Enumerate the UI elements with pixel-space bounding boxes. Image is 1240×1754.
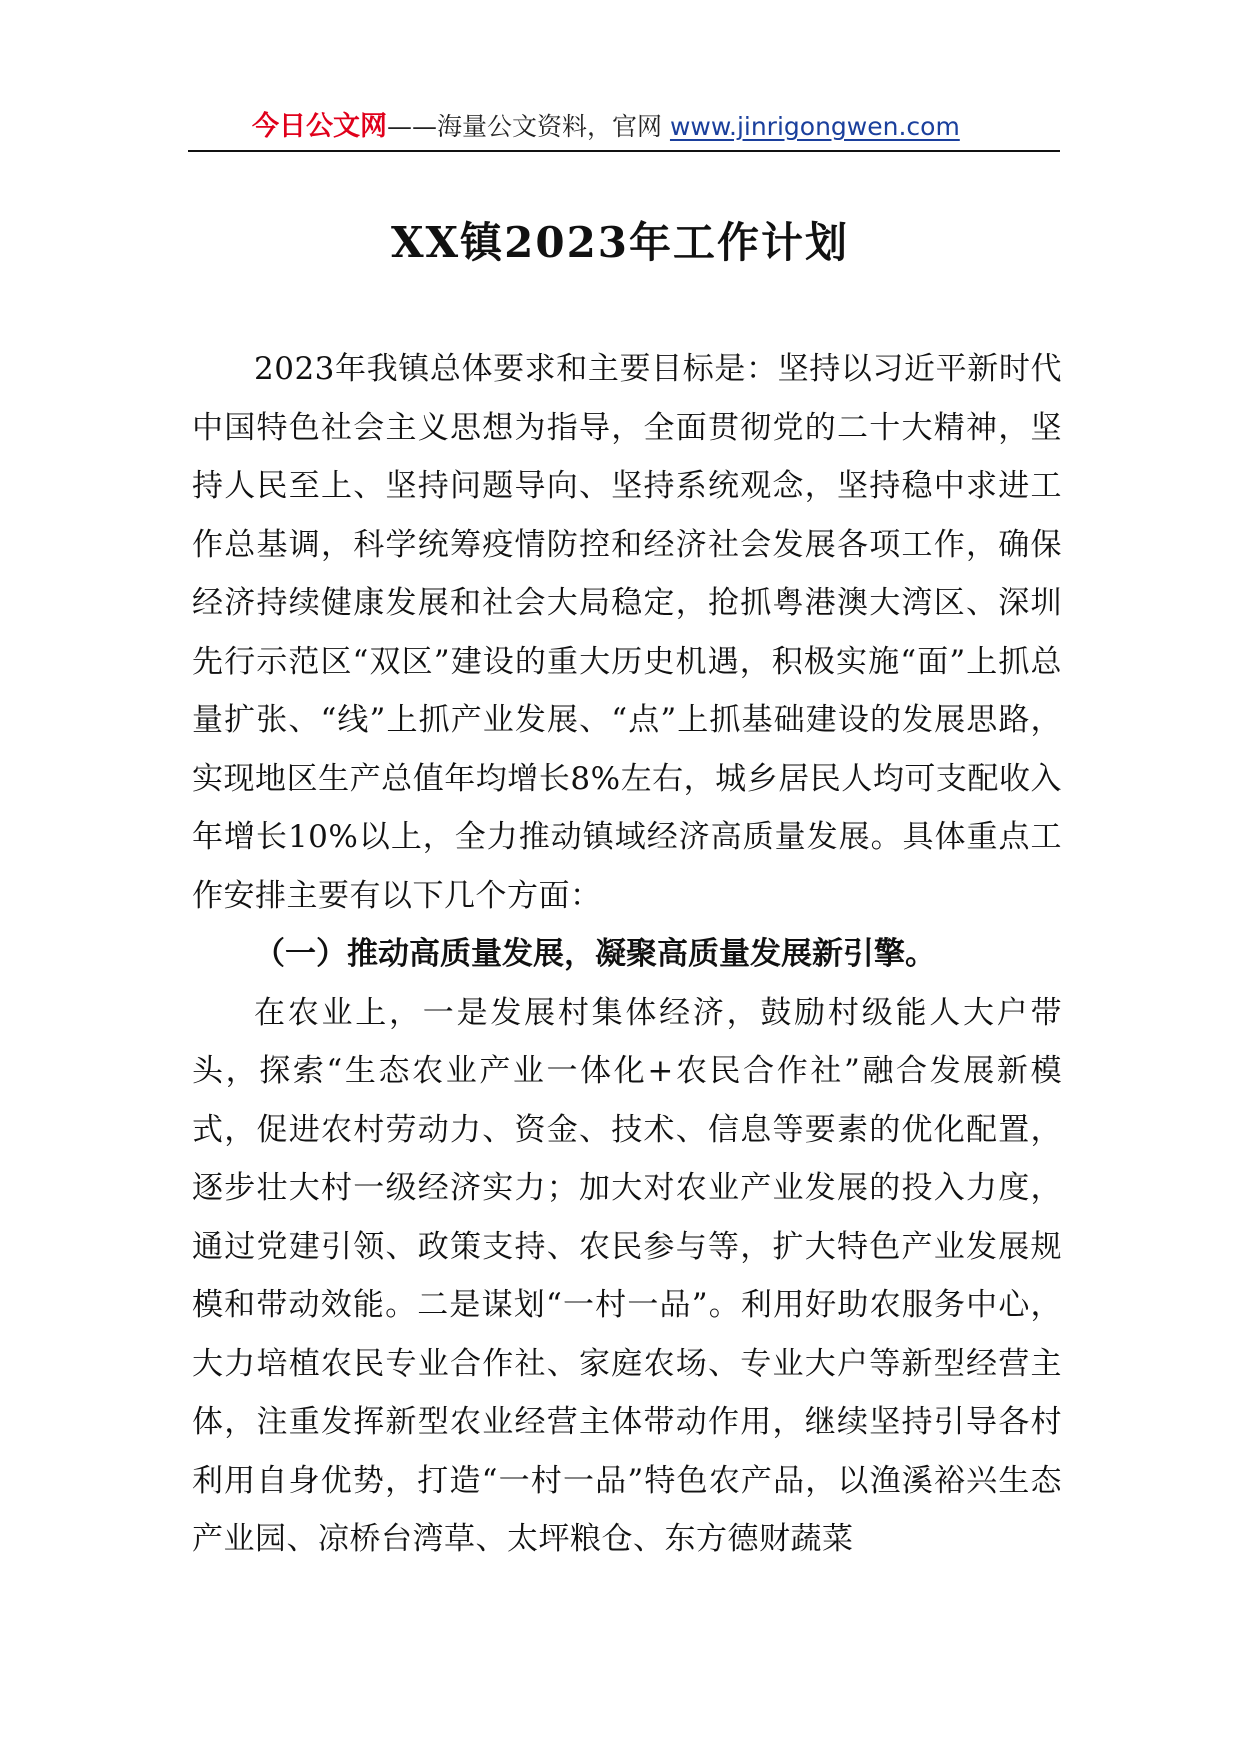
document-body [192,340,1062,1569]
site-url-link[interactable]: www.jinrigongwen.com [669,112,960,141]
page-header [188,104,1060,152]
document-title: XX镇2023年工作计划 [390,218,850,267]
header-slogan: ——海量公文资料，官网 [387,112,670,141]
agriculture-paragraph: 在农业上，一是发展村集体经济，鼓励村级能人大户带头，探索“生态农业产业一体化+农民合作社”融合发展新模式，促进农村劳动力、资金、技术、信息等要素的优化配置，逐步壮大村一级经济实力；加大对农业产业发展的投入力度，通过党建引领、政策支持、农民参与等，扩大特色产业发展规模和带动效能。二是谋划“一村一品”。利用好助农服务中心，大力培植农民专业合作社、家庭农场、专业大户等新型经营主体，注重发挥新型农业经营主体带动作用，继续坚持引导各村利用自身优势，打造“一村一品”特色农产品，以渔溪裕兴生态产业园、凉桥台湾草、太坪粮仓、东方德财蔬菜 [192,994,1062,1557]
section-heading: （一）推动高质量发展，凝聚高质量发展新引擎。 [254,936,936,972]
site-brand: 今日公文网 [252,111,387,142]
intro-paragraph: 2023年我镇总体要求和主要目标是：坚持以习近平新时代中国特色社会主义思想为指导，全面贯彻党的二十大精神，坚持人民至上、坚持问题导向、坚持系统观念，坚持稳中求进工作总基调，科学统筹疫情防控和经济社会发展各项工作，确保经济持续健康发展和社会大局稳定，抢抓粤港澳大湾区、深圳先行示范区“双区”建设的重大历史机遇，积极实施“面”上抓总量扩张、“线”上抓产业发展、“点”上抓基础建设的发展思路，实现地区生产总值年均增长8%左右，城乡居民人均可支配收入年增长10%以上，全力推动镇域经济高质量发展。具体重点工作安排主要有以下几个方面： [192,351,1062,914]
